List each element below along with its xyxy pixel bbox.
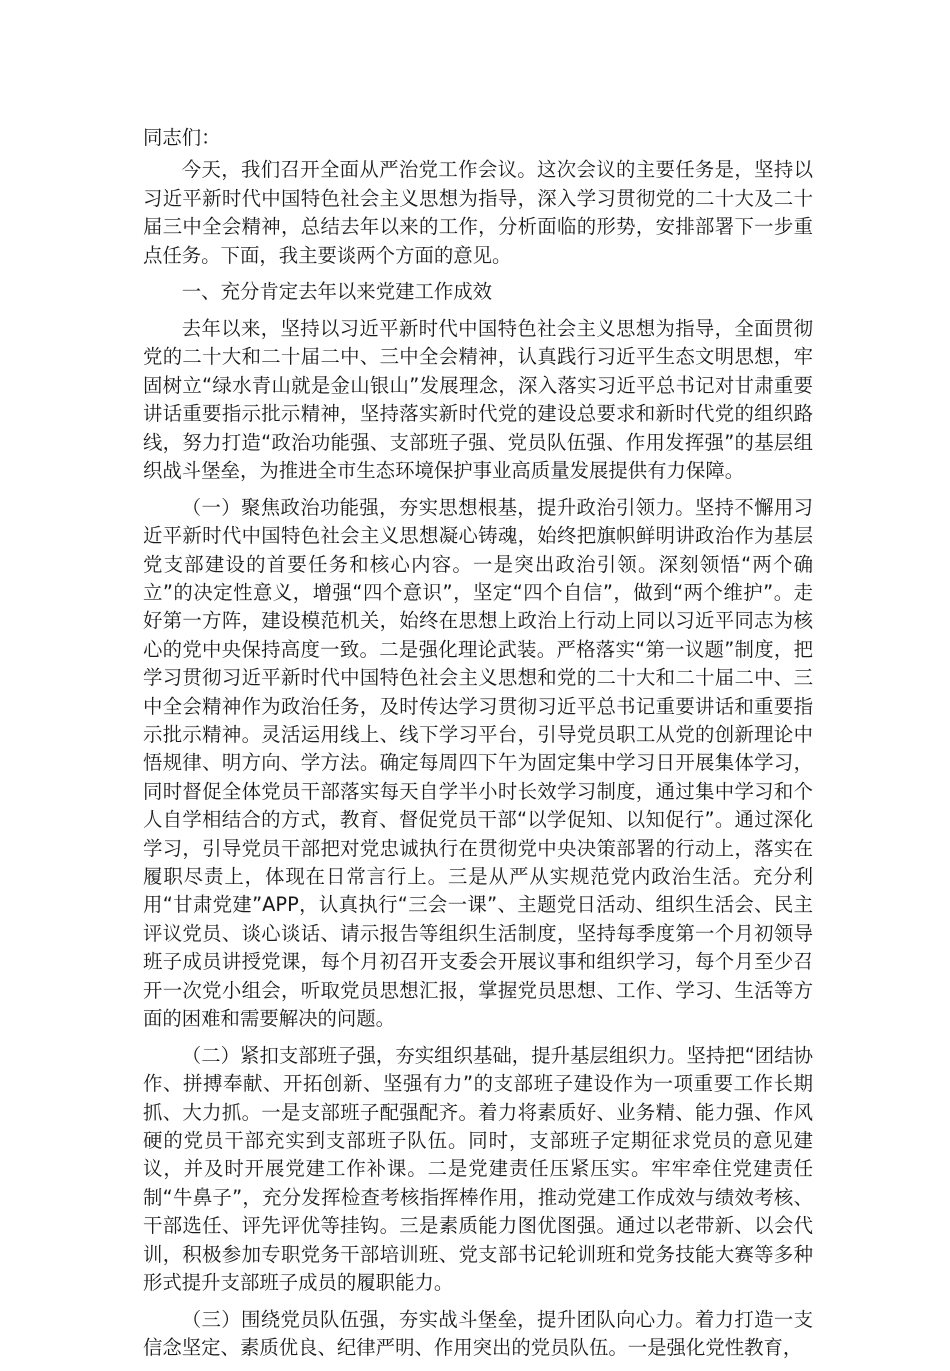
point-two-paragraph: （二）紧扣支部班子强，夯实组织基础，提升基层组织力。坚持把“团结协作、拼搏奉献、开拓创新、坚强有力”的支部班子建设作为一项重要工作长期抓、大力抓。一是支部班子配强配齐。着力将素质好、业务精、能力强、作风硬的党员干部充实到支部班子队伍。同时，支部班子定期征求党员的意见建议，并及时开展党建工作补课。二是党建责任压紧压实。牢牢牵住党建责任制“牛鼻子”，充分发挥检查考核指挥棒作用，推动党建工作成效与绩效考核、干部选任、评先评优等挂钩。三是素质能力图优图强。通过以老带新、以会代训，积极参加专职党务干部培训班、党支部书记轮训班和党务技能大赛等多种形式提升支部班子成员的履职能力。 — [143, 1043, 813, 1295]
intro-paragraph: 今天，我们召开全面从严治党工作会议。这次会议的主要任务是，坚持以习近平新时代中国特色社会主义思想为指导，深入学习贯彻党的二十大及二十届三中全会精神，总结去年以来的工作，分析面临的形势，安排部署下一步重点任务。下面，我主要谈两个方面的意见。 — [143, 158, 813, 267]
section-intro-paragraph: 去年以来，坚持以习近平新时代中国特色社会主义思想为指导，全面贯彻党的二十大和二十届二中、三中全会精神，认真践行习近平生态文明思想，牢固树立“绿水青山就是金山银山”发展理念，深入落实习近平总书记对甘肃重要讲话重要指示批示精神，坚持落实新时代党的建设总要求和新时代党的组织路线，努力打造“政治功能强、支部班子强、党员队伍强、作用发挥强”的基层组织战斗堡垒，为推进全市生态环境保护事业高质量发展提供有力保障。 — [143, 317, 813, 483]
section-heading: 一、充分肯定去年以来党建工作成效 — [181, 280, 493, 304]
salutation: 同志们： — [143, 126, 221, 149]
point-three-paragraph: （三）围绕党员队伍强，夯实战斗堡垒，提升团队向心力。着力打造一支信念坚定、素质优良、纪律严明、作用突出的党员队伍。一是强化党性教育， — [143, 1307, 813, 1360]
point-one-paragraph: （一）聚焦政治功能强，夯实思想根基，提升政治引领力。坚持不懈用习近平新时代中国特色社会主义思想凝心铸魂，始终把旗帜鲜明讲政治作为基层党支部建设的首要任务和核心内容。一是突出政治引领。深刻领悟“两个确立”的决定性意义，增强“四个意识”，坚定“四个自信”，做到“两个维护”。走好第一方阵，建设模范机关，始终在思想上政治上行动上同以习近平同志为核心的党中央保持高度一致。二是强化理论武装。严格落实“第一议题”制度，把学习贯彻习近平新时代中国特色社会主义思想和党的二十大和二十届二中、三中全会精神作为政治任务，及时传达学习贯彻习近平总书记重要讲话和重要指示批示精神。灵活运用线上、线下学习平台，引导党员职工从党的创新理论中悟规律、明方向、学方法。确定每周四下午为固定集中学习日开展集体学习，同时督促全体党员干部落实每天自学半小时长效学习制度，通过集中学习和个人自学相结合的方式，教育、督促党员干部“以学促知、以知促行”。通过深化学习，引导党员干部把对党忠诚执行在贯彻党中央决策部署的行动上，落实在履职尽责上，体现在日常言行上。三是从严从实规范党内政治生活。充分利用“甘肃党建”APP，认真执行“三会一课”、主题党日活动、组织生活会、民主评议党员、谈心谈话、请示报告等组织生活制度，坚持每季度第一个月初领导班子成员讲授党课，每个月初召开支委会开展议事和组织学习，每个月至少召开一次党小组会，听取党员思想汇报，掌握党员思想、工作、学习、生活等方面的困难和需要解决的问题。 — [143, 495, 813, 1031]
document-body — [143, 124, 813, 1371]
